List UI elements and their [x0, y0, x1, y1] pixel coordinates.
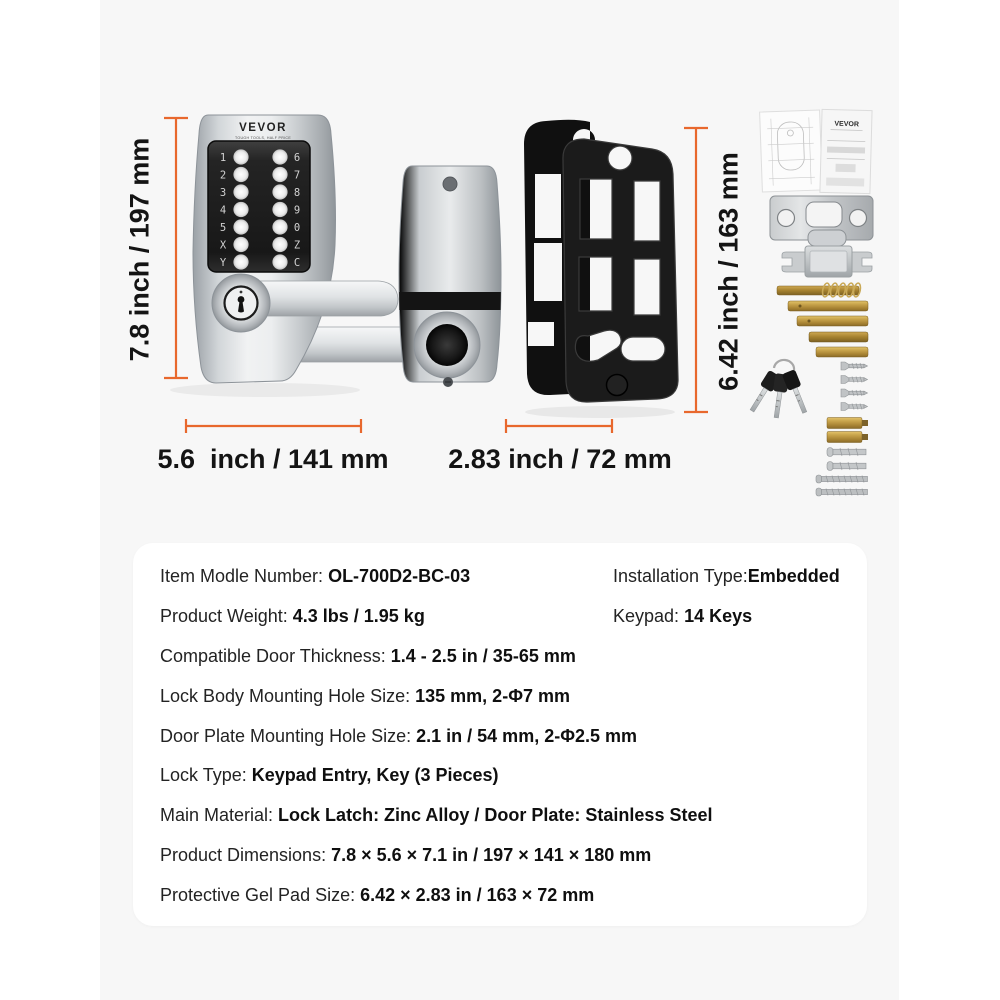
key-label[interactable]: 6	[293, 151, 301, 164]
key-ring	[774, 360, 794, 370]
spec-value: OL-700D2-BC-03	[328, 566, 471, 586]
spec-value: 4.3 lbs / 1.95 kg	[292, 605, 425, 626]
screw	[827, 448, 866, 457]
keypad-button[interactable]	[233, 237, 248, 252]
keypad-button[interactable]	[272, 167, 287, 182]
spec-pair-keypad	[613, 597, 752, 637]
spec-label: Main Material:	[160, 805, 279, 826]
spec-pair-installation	[613, 557, 840, 597]
lock-tagline-text: TOUGH TOOLS, HALF PRICE	[234, 136, 292, 140]
key-label[interactable]: Y	[219, 256, 227, 269]
spec-value: 14 Keys	[684, 605, 753, 626]
screw	[816, 475, 868, 483]
lock-logo-text: VEVOR	[239, 122, 287, 134]
lock-width-label: 5.6 inch / 141 mm	[157, 444, 389, 474]
key-label[interactable]: 0	[293, 221, 301, 234]
keypad-button[interactable]	[233, 254, 248, 269]
spec-value: 7.8 × 5.6 × 7.1 in / 197 × 141 × 180 mm	[331, 845, 652, 866]
screw	[841, 362, 868, 370]
spec-label: Item Modle Number:	[160, 566, 329, 586]
keypad-button[interactable]	[233, 184, 248, 199]
spec-label: Keypad:	[613, 605, 685, 626]
key-label[interactable]: X	[219, 239, 227, 252]
accessories	[746, 109, 873, 496]
pad-width-label: 2.83 inch / 72 mm	[448, 444, 672, 474]
strike-plate	[770, 196, 873, 246]
spec-row-lock-body-hole	[160, 677, 867, 717]
spec-row-weight	[160, 597, 867, 637]
pad-height-dimension-line	[684, 128, 708, 412]
key	[782, 369, 811, 415]
key-label[interactable]: 5	[219, 221, 227, 234]
keypad-button[interactable]	[272, 202, 287, 217]
gel-pad-bottom-circle	[607, 375, 628, 396]
spec-value: Keypad Entry, Key (3 Pieces)	[251, 765, 499, 786]
spec-value: 1.4 - 2.5 in / 35-65 mm	[390, 645, 576, 666]
screw	[816, 488, 868, 496]
instruction-manual-paper	[820, 109, 872, 193]
key-label[interactable]: 3	[219, 186, 227, 199]
spindle-pin-hole	[799, 305, 802, 308]
key-label[interactable]: 4	[219, 204, 227, 217]
keypad-button[interactable]	[233, 167, 248, 182]
spec-row-dimensions	[160, 836, 867, 876]
key-label[interactable]: 1	[219, 151, 227, 164]
keys-set	[746, 360, 811, 419]
lock-height-label: 7.8 inch / 197 mm	[124, 137, 155, 362]
key-label[interactable]: 9	[293, 204, 301, 217]
keypad-button[interactable]	[233, 202, 248, 217]
spindle-rod	[809, 332, 868, 342]
pad-width-dimension-line	[506, 419, 612, 433]
lock-width-dimension-line	[186, 419, 361, 433]
keypad-button[interactable]	[272, 184, 287, 199]
spec-row-lock-type	[160, 756, 867, 796]
lock-height-dimension-line	[164, 118, 188, 378]
key-label[interactable]: Z	[293, 239, 301, 252]
spec-label: Product Dimensions:	[160, 845, 332, 866]
keypad-button[interactable]	[272, 254, 287, 269]
spec-label: Compatible Door Thickness:	[160, 645, 391, 666]
key-label[interactable]: 2	[219, 169, 227, 182]
spec-label: Door Plate Mounting Hole Size:	[160, 725, 417, 746]
screw	[841, 376, 868, 384]
manual-logo-text: VEVOR	[834, 120, 860, 129]
back-plate-black-band	[396, 292, 504, 310]
spec-card	[133, 543, 867, 926]
keypad-button[interactable]	[233, 219, 248, 234]
cylinder-mark	[240, 291, 243, 294]
spec-row-gel-pad	[160, 876, 867, 916]
pad-shadow	[525, 406, 675, 418]
spec-row-material	[160, 796, 867, 836]
latch-faceplate	[782, 246, 872, 277]
key-label[interactable]: 7	[293, 169, 301, 182]
pad-height-label: 6.42 inch / 163 mm	[713, 152, 744, 391]
spec-label: Lock Type:	[160, 765, 252, 786]
brass-posts	[827, 418, 868, 443]
small-screws	[841, 362, 868, 411]
back-plate-hole	[443, 177, 457, 191]
gel-pads	[524, 120, 678, 402]
spindle-pin-hole	[808, 320, 811, 323]
spec-value: Lock Latch: Zinc Alloy / Door Plate: Stainless Steel	[278, 805, 713, 826]
key-label[interactable]: C	[293, 256, 301, 269]
spec-row-door-plate-hole	[160, 717, 867, 757]
keypad-button[interactable]	[272, 149, 287, 164]
medium-screws	[827, 448, 866, 471]
back-hub-black-disc	[426, 324, 468, 366]
screw	[841, 403, 868, 411]
front-lever-handle[interactable]	[250, 281, 398, 316]
screw	[827, 462, 866, 471]
long-screws	[816, 475, 868, 496]
keypad-button[interactable]	[272, 219, 287, 234]
spec-label: Protective Gel Pad Size:	[160, 885, 361, 906]
spec-value: 135 mm, 2-Φ7 mm	[415, 685, 570, 706]
drilling-template-paper	[760, 110, 823, 192]
keypad-button[interactable]	[233, 149, 248, 164]
spec-label: Installation Type:	[613, 566, 748, 586]
spec-label: Lock Body Mounting Hole Size:	[160, 685, 416, 706]
keypad-button[interactable]	[272, 237, 287, 252]
key-label[interactable]: 8	[293, 186, 301, 199]
spec-row-model	[160, 557, 867, 597]
screw	[841, 389, 868, 397]
spec-label: Product Weight:	[160, 605, 293, 626]
spec-value: Embedded	[747, 566, 840, 586]
lock-shadow	[170, 383, 360, 397]
spec-value: 6.42 × 2.83 in / 163 × 72 mm	[360, 885, 595, 906]
spindle-with-spring	[777, 282, 862, 297]
spec-value: 2.1 in / 54 mm, 2-Φ2.5 mm	[416, 725, 638, 746]
spindle-rod	[816, 347, 868, 357]
spec-row-door-thickness	[160, 637, 867, 677]
